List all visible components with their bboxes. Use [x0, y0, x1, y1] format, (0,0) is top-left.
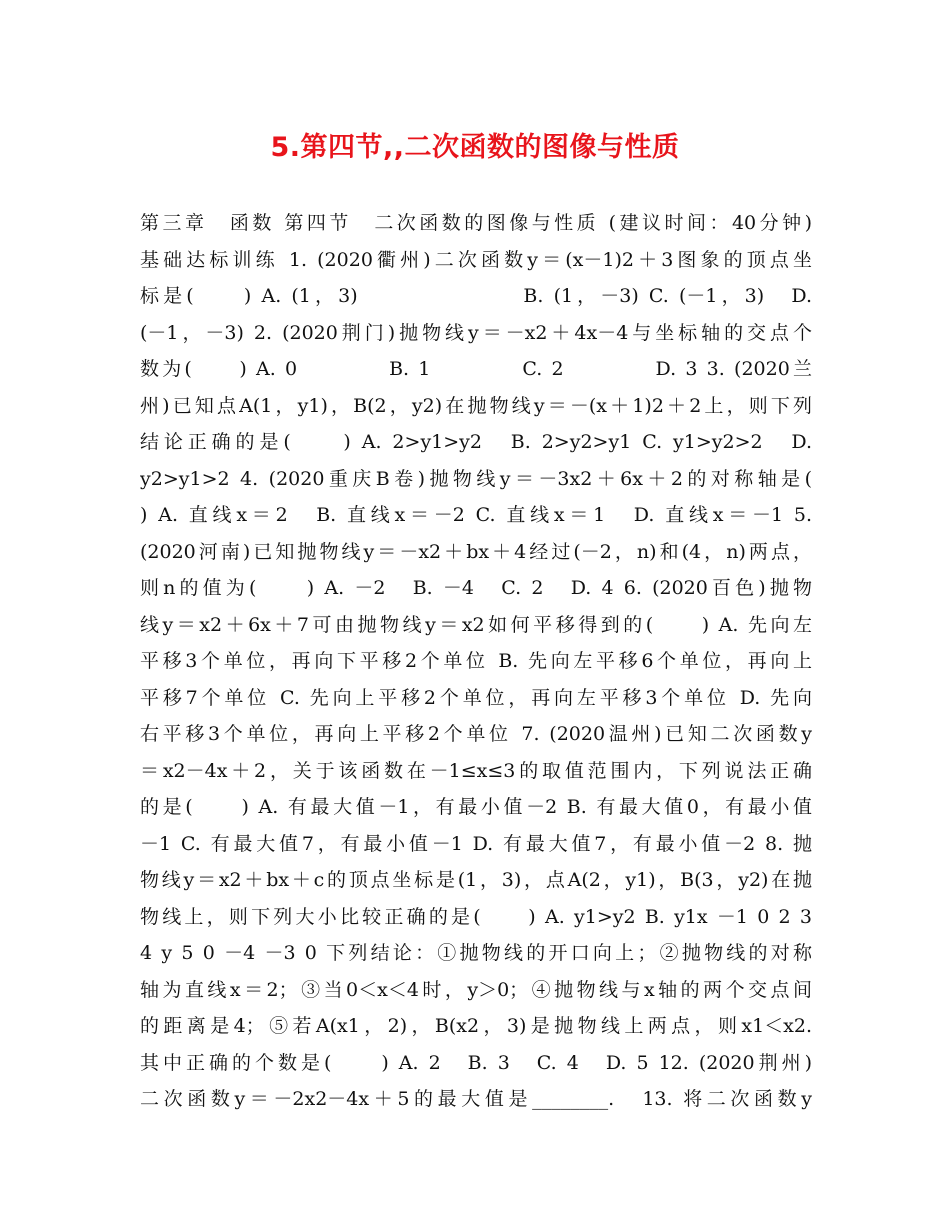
text-line: －1 C. 有最大值7，有最小值－1 D. 有最大值7，有最小值－2 8. 抛 — [140, 832, 812, 855]
text-line: ＝x2－4x＋2，关于该函数在－1≤x≤3的取值范围内，下列说法正确 — [140, 759, 812, 782]
text-line: 平移7个单位 C. 先向上平移2个单位，再向左平移3个单位 D. 先向 — [140, 686, 812, 709]
text-line: 轴为直线x＝2；③当0＜x＜4时，y＞0；④抛物线与x轴的两个交点间 — [140, 978, 812, 1001]
text-line: 物线上，则下列大小比较正确的是( ) A. y1>y2 B. y1x －1 0 2 3 — [140, 905, 812, 928]
text-line: 数为( ) A. 0 B. 1 C. 2 D. 3 3. (2020兰 — [140, 358, 812, 380]
page-title: 5.第四节,,二次函数的图像与性质 — [270, 132, 680, 163]
text-line: 物线y＝x2＋bx＋c的顶点坐标是(1，3)，点A(2，y1)，B(3，y2)在抛 — [140, 869, 812, 891]
text-line: 标是( ) A. (1，3) B. (1，－3) C. (－1，3) D. — [140, 285, 812, 307]
text-line: 右平移3个单位，再向上平移2个单位 7. (2020温州)已知二次函数y — [140, 723, 812, 745]
text-line: 其中正确的个数是( ) A. 2 B. 3 C. 4 D. 5 12. (2020荆州) — [140, 1051, 812, 1074]
text-line: 线y＝x2＋6x＋7可由抛物线y＝x2如何平移得到的( ) A. 先向左 — [140, 613, 812, 636]
text-line: 则n的值为( ) A. －2 B. －4 C. 2 D. 4 6. (2020百色)抛物 — [140, 577, 812, 599]
text-line: 二次函数y＝－2x2－4x＋5的最大值是________. 13. 将二次函数y — [140, 1088, 812, 1110]
text-line: 基础达标训练 1. (2020衢州)二次函数y＝(x－1)2＋3图象的顶点坐 — [140, 248, 812, 271]
text-line: 结论正确的是( ) A. 2>y1>y2 B. 2>y2>y1 C. y1>y2>2 D. — [140, 431, 812, 453]
text-line: 4 y 5 0 －4 －3 0 下列结论：①抛物线的开口向上；②抛物线的对称 — [140, 942, 812, 964]
body-text — [140, 205, 812, 1118]
text-line: (－1，－3) 2. (2020荆门)抛物线y＝－x2＋4x－4与坐标轴的交点个 — [140, 321, 812, 344]
text-line: ) A. 直线x＝2 B. 直线x＝－2 C. 直线x＝1 D. 直线x＝－1 5. — [140, 504, 812, 526]
text-line: 平移3个单位，再向下平移2个单位 B. 先向左平移6个单位，再向上 — [140, 650, 812, 672]
text-line: (2020河南)已知抛物线y＝－x2＋bx＋4经过(－2，n)和(4，n)两点， — [140, 540, 812, 563]
text-line: y2>y1>2 4. (2020重庆B卷)抛物线y＝－3x2＋6x＋2的对称轴是( — [140, 467, 812, 490]
text-line: 的距离是4；⑤若A(x1，2)，B(x2，3)是抛物线上两点，则x1＜x2. — [140, 1015, 812, 1037]
text-line: 第三章 函数 第四节 二次函数的图像与性质 (建议时间：40分钟) — [140, 212, 812, 234]
text-line: 的是( ) A. 有最大值－1，有最小值－2 B. 有最大值0，有最小值 — [140, 796, 812, 818]
text-line: 州)已知点A(1，y1)，B(2，y2)在抛物线y＝－(x＋1)2＋2上，则下列 — [140, 394, 812, 417]
